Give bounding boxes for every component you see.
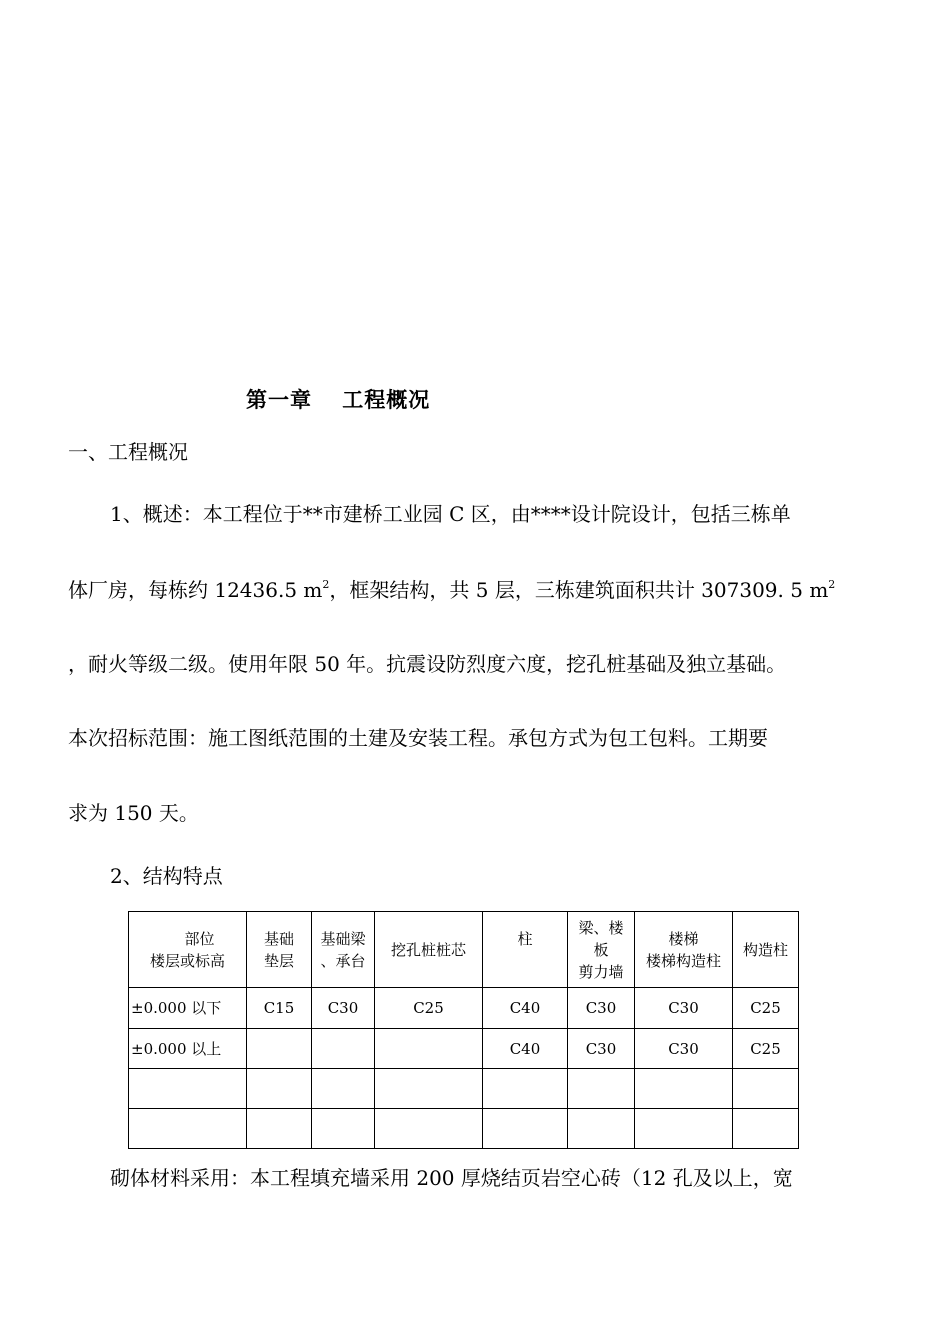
table-cell xyxy=(247,1029,312,1069)
table-cell xyxy=(635,1069,733,1109)
overview-line-4: 本次招标范围：施工图纸范围的土建及安装工程。承包方式为包工包料。工期要 xyxy=(68,726,768,750)
table-row xyxy=(129,1029,799,1069)
table-cell xyxy=(375,1069,483,1109)
table-cell xyxy=(733,1069,799,1109)
table-cell xyxy=(247,1069,312,1109)
header-col-7: 构造柱 xyxy=(733,912,799,988)
table-cell: C25 xyxy=(375,988,483,1029)
overview-line-3: ，耐火等级二级。使用年限 50 年。抗震设防烈度六度，挖孔桩基础及独立基础。 xyxy=(68,652,787,676)
table-cell xyxy=(635,1109,733,1149)
header-col-1-line-a: 基础 xyxy=(263,929,294,948)
table-cell: C25 xyxy=(733,988,799,1029)
header-col-1-line-b: 垫层 xyxy=(263,951,294,970)
header-col-6-line-b: 楼梯构造柱 xyxy=(645,951,721,970)
table-cell xyxy=(568,1069,635,1109)
header-col-2-line-b: 、承台 xyxy=(320,951,366,970)
superscript-square: 2 xyxy=(322,578,330,591)
table-cell xyxy=(312,1029,375,1069)
table-cell: C40 xyxy=(483,988,568,1029)
table-cell: C15 xyxy=(247,988,312,1029)
header-col-3: 挖孔桩桩芯 xyxy=(375,912,483,988)
table-cell xyxy=(568,1109,635,1149)
table-cell xyxy=(483,1069,568,1109)
row-label: ±0.000 以上 xyxy=(129,1029,247,1069)
overview-line-5: 求为 150 天。 xyxy=(68,801,199,825)
table-cell: C25 xyxy=(733,1029,799,1069)
row-label: ±0.000 以下 xyxy=(129,988,247,1029)
table-cell xyxy=(312,1109,375,1149)
table-row xyxy=(129,1109,799,1149)
table-header-row xyxy=(129,912,799,988)
header-corner-top: 部位 xyxy=(184,929,215,948)
overview-line-2-part-b: ，框架结构，共 5 层，三栋建筑面积共计 307309. 5 m xyxy=(329,578,829,602)
header-col-5-line-c: 剪力墙 xyxy=(578,962,624,981)
header-col-6-line-a: 楼梯 xyxy=(668,929,699,948)
masonry-material-line: 砌体材料采用：本工程填充墙采用 200 厚烧结页岩空心砖（12 孔及以上，宽 xyxy=(110,1166,793,1190)
chapter-title: 第一章 工程概况 xyxy=(246,387,431,412)
header-col-4: 柱 xyxy=(483,912,568,988)
table-cell: C30 xyxy=(312,988,375,1029)
header-col-1 xyxy=(247,912,312,988)
table-cell: C30 xyxy=(568,988,635,1029)
concrete-grade-table xyxy=(128,911,799,1149)
table-cell: C30 xyxy=(635,1029,733,1069)
table-cell xyxy=(312,1069,375,1109)
table-cell xyxy=(375,1029,483,1069)
overview-line-2 xyxy=(68,574,868,603)
table-row xyxy=(129,988,799,1029)
header-col-5-line-b: 板 xyxy=(593,940,609,959)
row-label xyxy=(129,1069,247,1109)
structure-heading: 2、结构特点 xyxy=(110,864,223,888)
table-cell xyxy=(483,1109,568,1149)
row-label xyxy=(129,1109,247,1149)
overview-line-1: 1、概述：本工程位于**市建桥工业园 C 区，由****设计院设计，包括三栋单 xyxy=(110,502,791,526)
header-col-5 xyxy=(568,912,635,988)
table-cell xyxy=(375,1109,483,1149)
section-heading: 一、工程概况 xyxy=(68,440,188,464)
table-cell xyxy=(733,1109,799,1149)
header-corner-bottom: 楼层或标高 xyxy=(149,951,225,970)
header-col-5-line-a: 梁、楼 xyxy=(578,918,624,937)
overview-line-2-part-a: 体厂房，每栋约 12436.5 m xyxy=(68,578,323,602)
header-col-2-line-a: 基础梁 xyxy=(320,929,366,948)
header-col-6 xyxy=(635,912,733,988)
table-cell: C40 xyxy=(483,1029,568,1069)
superscript-square: 2 xyxy=(828,578,836,591)
header-col-2 xyxy=(312,912,375,988)
table-cell xyxy=(247,1109,312,1149)
header-corner-cell xyxy=(129,912,247,988)
table-cell: C30 xyxy=(568,1029,635,1069)
table-row xyxy=(129,1069,799,1109)
table-cell: C30 xyxy=(635,988,733,1029)
